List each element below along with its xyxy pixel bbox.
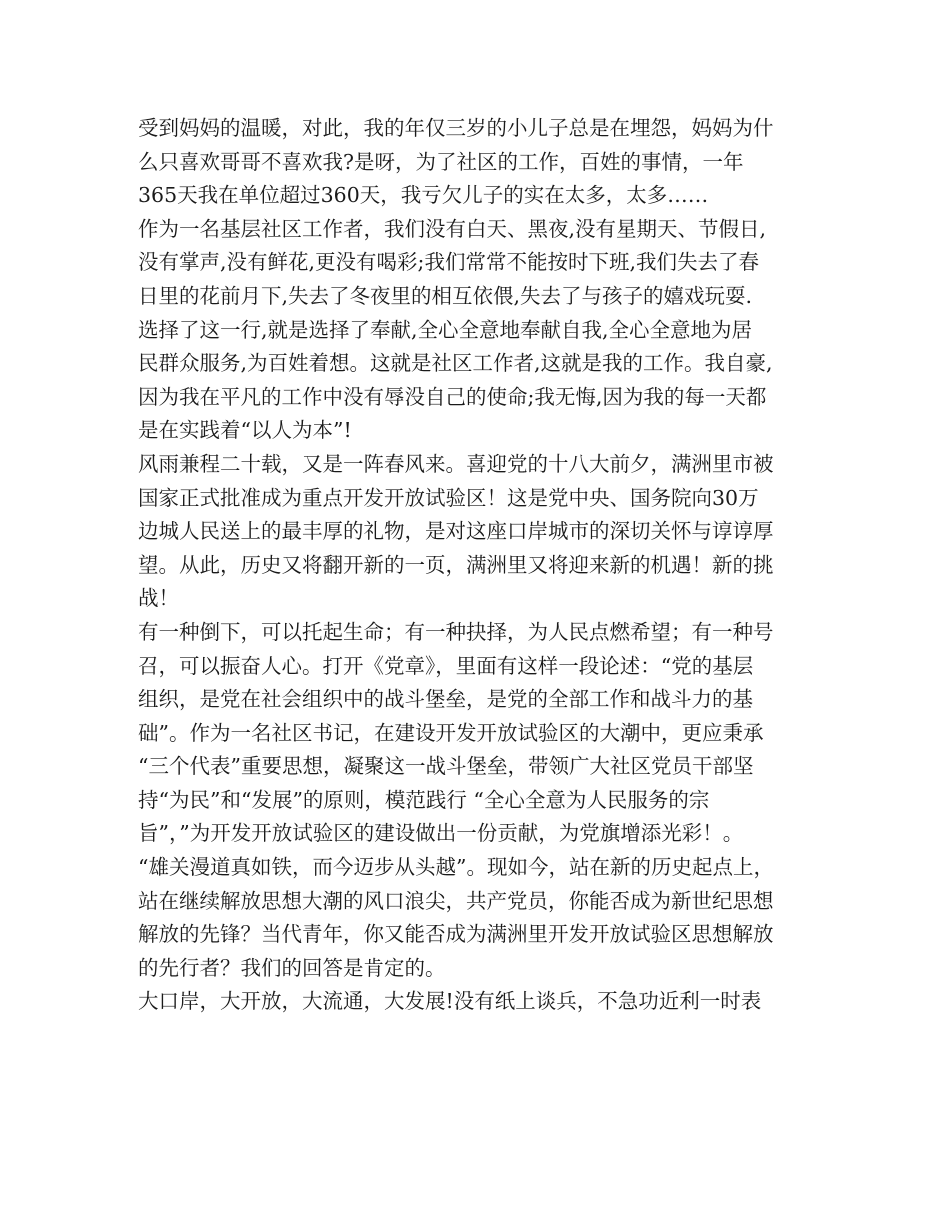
text-line: 召，可以振奋人心。打开《党章》，里面有这样一段论述：“党的基层: [138, 653, 754, 678]
text-line: “三个代表”重要思想，凝聚这一战斗堡垒，带领广大社区党员干部坚: [138, 754, 754, 779]
text-line: 组织，是党在社会组织中的战斗堡垒，是党的全部工作和战斗力的基: [138, 687, 753, 712]
text-line: 解放的先锋？当代青年，你又能否成为满洲里开发开放试验区思想解放: [138, 922, 774, 947]
text-line: 有一种倒下，可以托起生命；有一种抉择，为人民点燃希望；有一种号: [138, 619, 774, 644]
text-line: 望。从此，历史又将翻开新的一页，满洲里又将迎来新的机遇！新的挑: [138, 552, 774, 577]
text-line: 础”。作为一名社区书记，在建设开发开放试验区的大潮中，更应秉承: [138, 720, 764, 745]
text-line: 么只喜欢哥哥不喜欢我?是呀，为了社区的工作，百姓的事情，一年: [138, 149, 744, 174]
text-line: 站在继续解放思想大潮的风口浪尖，共产党员，你能否成为新世纪思想: [138, 888, 774, 913]
text-line: 旨”，”为开发开放试验区的建设做出一份贡献，为党旗增添光彩！。: [138, 821, 744, 846]
text-line: 战！: [138, 586, 179, 611]
text-line: 365天我在单位超过360天，我亏欠儿子的实在太多，太多……: [138, 183, 709, 208]
text-line: 民群众服务,为百姓着想。这就是社区工作者,这就是我的工作。我自豪,: [138, 351, 773, 376]
text-line: 因为我在平凡的工作中没有辱没自己的使命;我无悔,因为我的每一天都: [138, 384, 767, 409]
text-line: 大口岸，大开放，大流通，大发展!没有纸上谈兵，不急功近利一时表: [138, 989, 762, 1014]
text-line: 边城人民送上的最丰厚的礼物，是对这座口岸城市的深切关怀与谆谆厚: [138, 519, 774, 544]
body-text: [138, 112, 818, 1019]
text-line: “雄关漫道真如铁，而今迈步从头越”。现如今，站在新的历史起点上，: [138, 855, 774, 880]
text-line: 风雨兼程二十载，又是一阵春风来。喜迎党的十八大前夕，满洲里市被: [138, 451, 774, 476]
text-line: 持“为民”和“发展”的原则，模范践行 “全心全意为人民服务的宗: [138, 787, 710, 812]
text-line: 没有掌声,没有鲜花,更没有喝彩;我们常常不能按时下班,我们失去了春: [138, 250, 759, 275]
text-line: 日里的花前月下,失去了冬夜里的相互依偎,失去了与孩子的嬉戏玩耍.: [138, 283, 753, 308]
text-line: 是在实践着“以人为本”!: [138, 418, 352, 443]
text-line: 选择了这一行,就是选择了奉献,全心全意地奉献自我,全心全意地为居: [138, 317, 753, 342]
text-line: 作为一名基层社区工作者，我们没有白天、黑夜,没有星期天、节假日,: [138, 216, 767, 241]
text-line: 受到妈妈的温暖，对此，我的年仅三岁的小儿子总是在埋怨，妈妈为什: [138, 116, 774, 140]
text-line: 的先行者？我们的回答是肯定的。: [138, 955, 446, 980]
text-line: 国家正式批准成为重点开发开放试验区！这是党中央、国务院向30万: [138, 485, 759, 510]
